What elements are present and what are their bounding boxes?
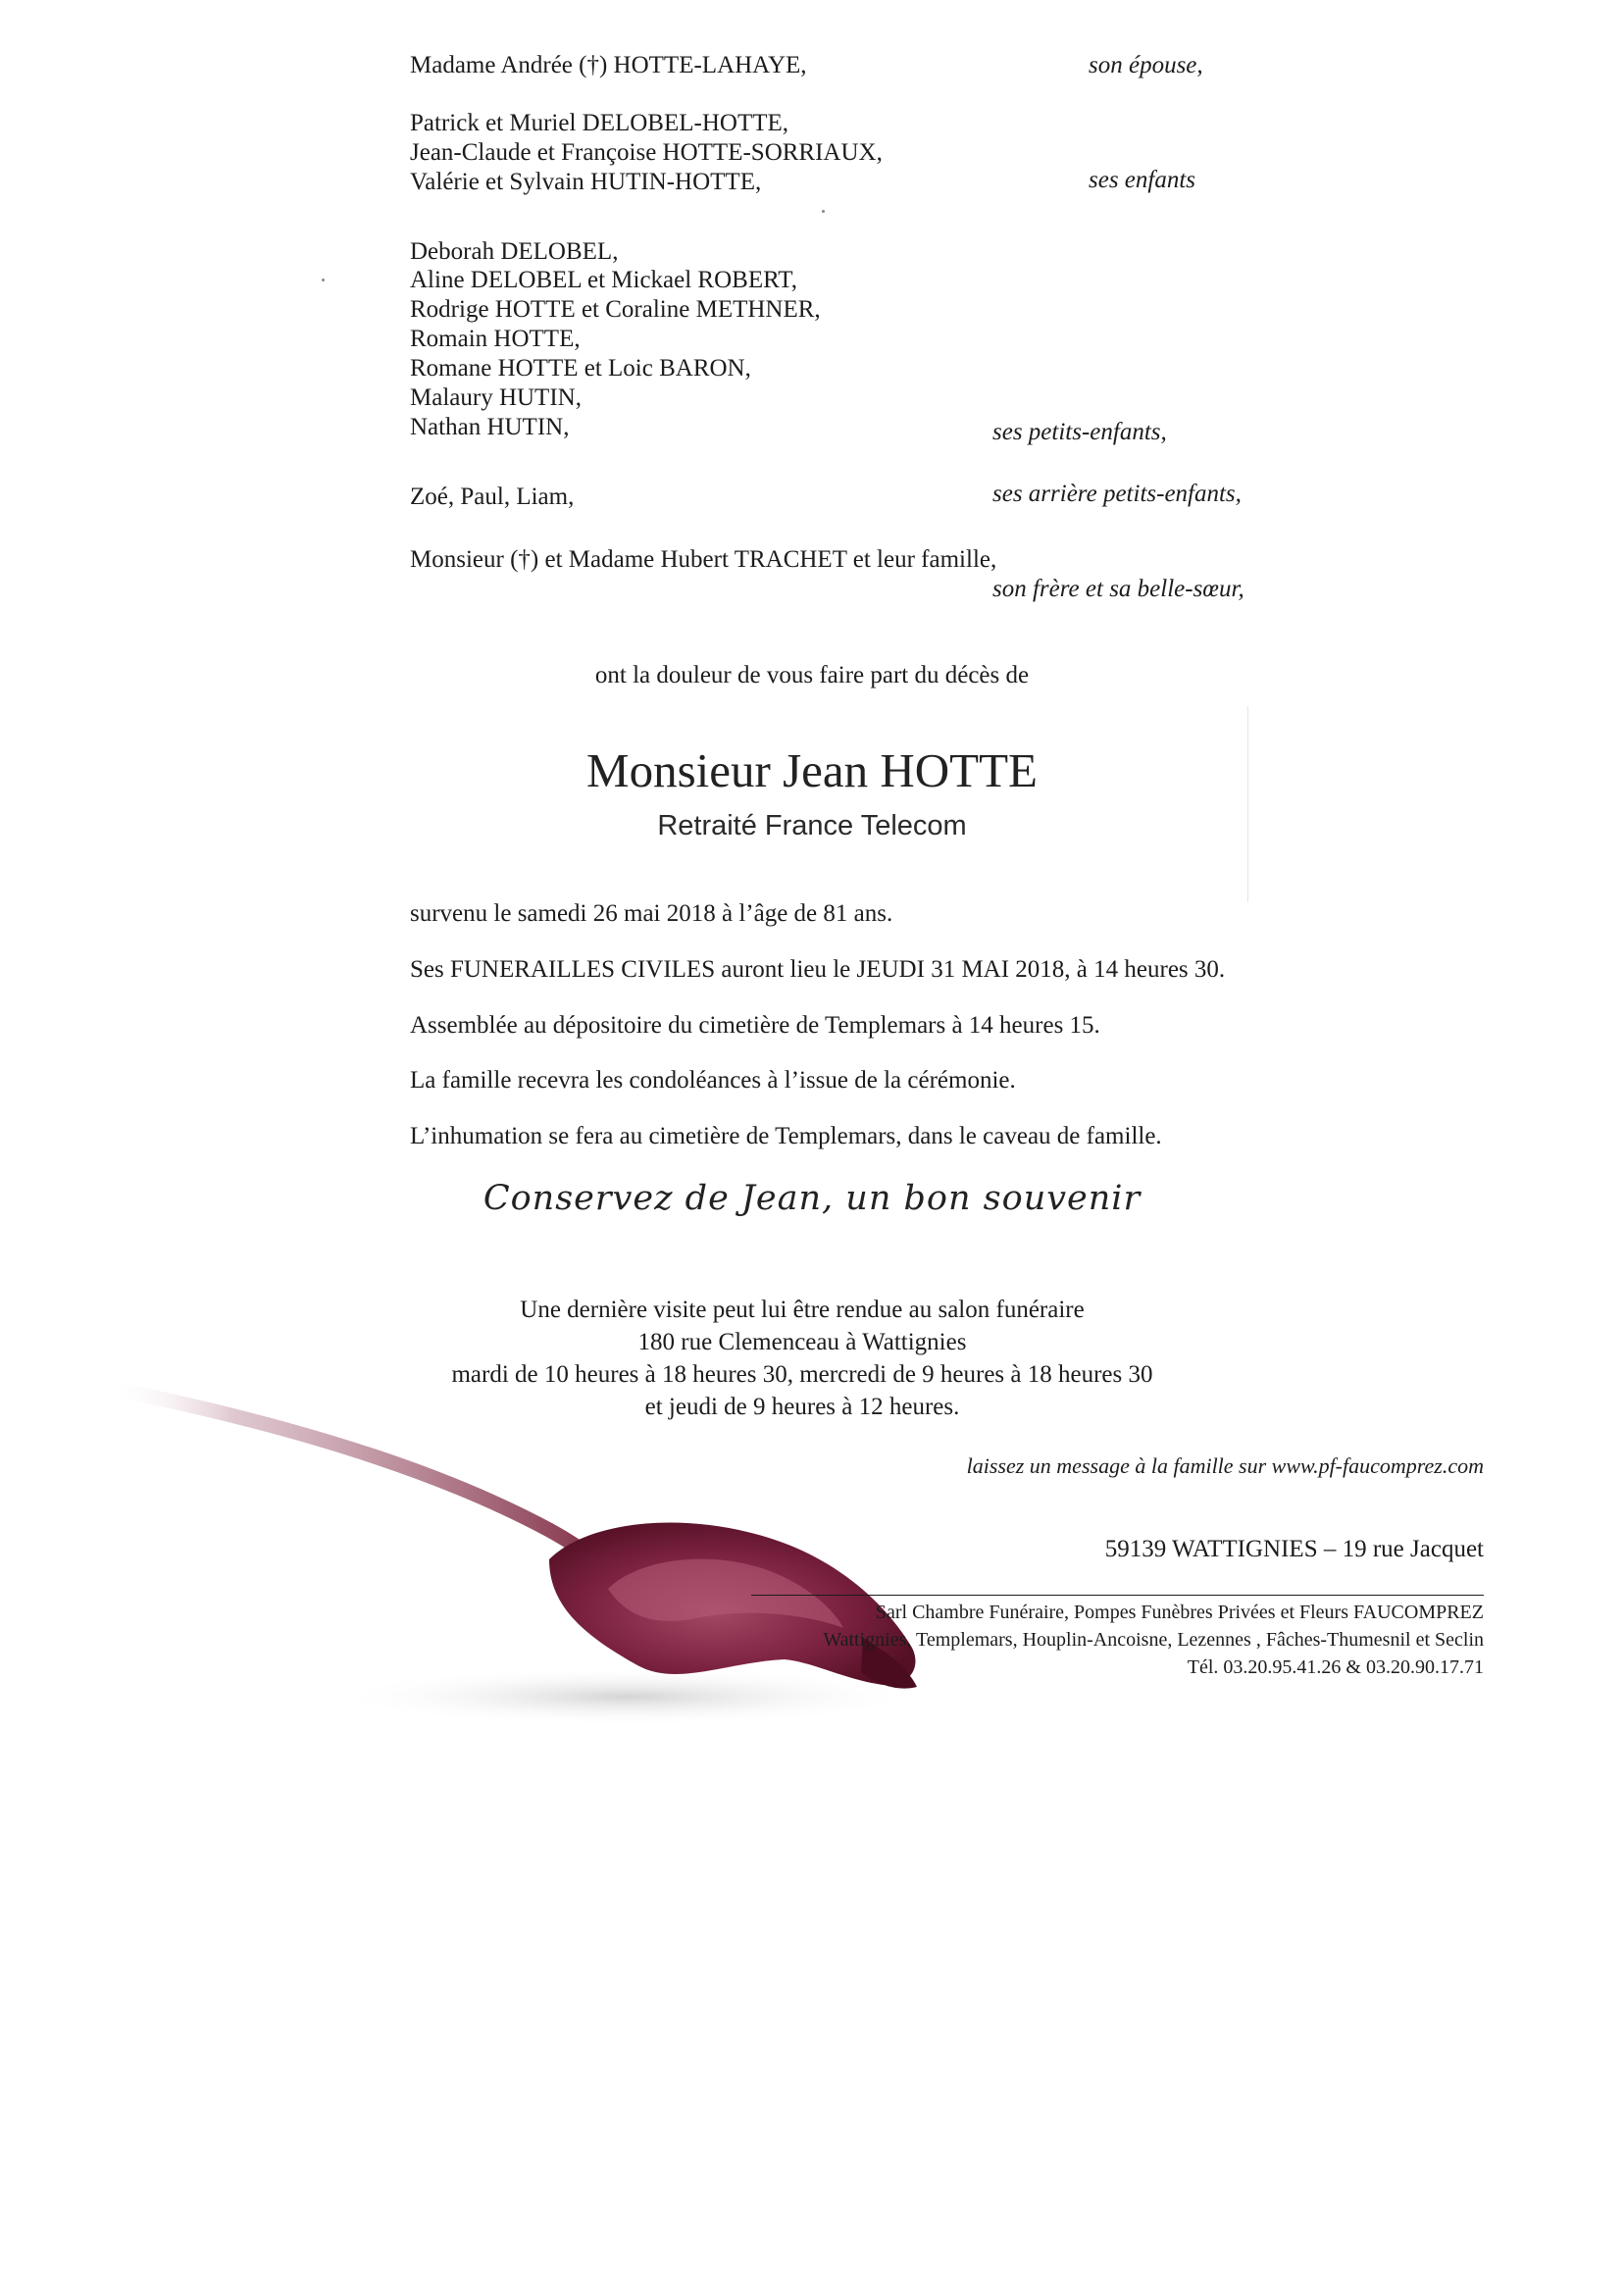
scan-speck xyxy=(822,210,825,213)
family-role: ses petits-enfants, xyxy=(992,419,1167,445)
funeral-home-line: Sarl Chambre Funéraire, Pompes Funèbres Privées et Fleurs FAUCOMPREZ xyxy=(875,1602,1484,1623)
family-name: Malaury HUTIN, xyxy=(410,384,582,411)
funeral-home-towns: Wattignies, Templemars, Houplin-Ancoisne, Lezennes , Fâches-Thumesnil et Seclin xyxy=(823,1629,1484,1651)
family-name: Nathan HUTIN, xyxy=(410,414,570,440)
website-message: laissez un message à la famille sur www.pf-faucomprez.com xyxy=(966,1453,1484,1478)
footer-divider xyxy=(751,1595,1484,1596)
family-role: son épouse, xyxy=(1089,52,1203,78)
family-name: Rodrige HOTTE et Coraline METHNER, xyxy=(410,296,821,323)
detail-line: survenu le samedi 26 mai 2018 à l’âge de 81 ans. xyxy=(410,900,893,927)
family-name: Deborah DELOBEL, xyxy=(410,238,619,265)
detail-line: Ses FUNERAILLES CIVILES auront lieu le JEUDI 31 MAI 2018, à 14 heures 30. xyxy=(410,956,1226,983)
family-role: ses enfants xyxy=(1089,167,1196,193)
detail-line: Assemblée au dépositoire du cimetière de Templemars à 14 heures 15. xyxy=(410,1012,1100,1039)
funeral-home-phone: Tél. 03.20.95.41.26 & 03.20.90.17.71 xyxy=(1187,1656,1484,1678)
scan-line xyxy=(1247,706,1248,902)
family-name: Patrick et Muriel DELOBEL-HOTTE, xyxy=(410,110,789,136)
deceased-occupation: Retraité France Telecom xyxy=(657,810,967,841)
family-role: son frère et sa belle-sœur, xyxy=(992,576,1244,602)
family-name: Jean-Claude et Françoise HOTTE-SORRIAUX, xyxy=(410,139,883,166)
family-role: ses arrière petits-enfants, xyxy=(992,481,1242,507)
flower-shadow xyxy=(333,1667,922,1726)
visit-line: et jeudi de 9 heures à 12 heures. xyxy=(644,1394,960,1420)
family-name: Valérie et Sylvain HUTIN-HOTTE, xyxy=(410,169,762,195)
family-name: Romane HOTTE et Loic BARON, xyxy=(410,355,751,382)
family-name: Aline DELOBEL et Mickael ROBERT, xyxy=(410,267,797,293)
deceased-name: Monsieur Jean HOTTE xyxy=(586,743,1038,797)
address: 59139 WATTIGNIES – 19 rue Jacquet xyxy=(1104,1536,1484,1562)
detail-line: L’inhumation se fera au cimetière de Templemars, dans le caveau de famille. xyxy=(410,1123,1162,1149)
family-name: Zoé, Paul, Liam, xyxy=(410,484,575,510)
handwritten-message: Conservez de Jean, un bon souvenir xyxy=(482,1179,1142,1218)
detail-line: La famille recevra les condoléances à l’issue de la cérémonie. xyxy=(410,1067,1016,1094)
family-name: Romain HOTTE, xyxy=(410,326,581,352)
scan-speck xyxy=(322,279,325,281)
visit-line: mardi de 10 heures à 18 heures 30, mercredi de 9 heures à 18 heures 30 xyxy=(451,1361,1153,1388)
family-name: Madame Andrée (†) HOTTE-LAHAYE, xyxy=(410,52,807,78)
visit-line: 180 rue Clemenceau à Wattignies xyxy=(637,1329,967,1355)
announcement-text: ont la douleur de vous faire part du décès de xyxy=(594,662,1030,688)
family-name: Monsieur (†) et Madame Hubert TRACHET et leur famille, xyxy=(410,546,997,573)
visit-line: Une dernière visite peut lui être rendue au salon funéraire xyxy=(520,1297,1085,1323)
